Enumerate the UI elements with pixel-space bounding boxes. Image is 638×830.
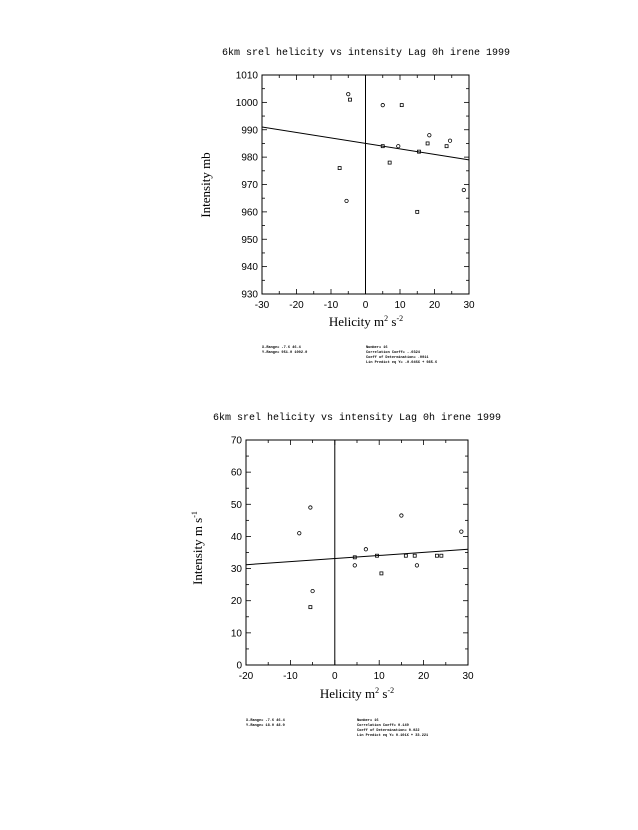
chart-1-x-tick-label: 20 [428,300,441,311]
chart-2-point [415,564,418,567]
chart-2-y-tick-label: 0 [236,660,242,672]
chart-2-xlabel-sup1: 2 [375,686,380,695]
chart-2-y-tick-label: 50 [230,499,242,511]
chart-2-y-tick-label: 10 [230,628,242,640]
chart-1-x-tick-labels [255,300,475,311]
chart-1-stats [262,345,437,365]
chart-1-point [416,210,419,213]
chart-2-title: 6km srel helicity vs intensity Lag 0h irene 1999 [212,413,502,424]
chart-2-x-tick-label: -10 [283,671,298,682]
chart-2-point [440,554,443,557]
chart-1-point [426,142,429,145]
chart-2-point [435,554,438,557]
chart-2-point [311,589,314,592]
chart-2-xlabel-mid: s [379,686,388,701]
chart-2-y-tick-label: 40 [230,531,242,543]
chart-2-stats-right-3: Coeff of Determination= 0.022 [357,729,420,733]
chart-1-stats-left-1: X-Range= -7.6 46.4 [262,346,301,350]
chart-2-y-tick-label: 60 [230,467,242,479]
chart-2-x-tick-label: 20 [418,671,430,682]
chart-2-fit-line-group [246,549,468,564]
chart-2-x-axis-label [320,686,394,701]
chart-2-point [413,554,416,557]
chart-1-title: 6km srel helicity vs intensity Lag 0h irene 1999 [221,48,511,59]
chart-1-y-tick-label: 990 [241,125,258,137]
chart-2-fit-line [246,549,468,564]
chart-1-point [400,104,403,107]
chart-1-xlabel-sup2: -2 [396,314,404,323]
chart-2-point [400,514,403,517]
chart-1-y-tick-label: 940 [241,262,258,274]
chart-1-points [338,92,465,213]
chart-2-stats-left-1: X-Range= -7.6 46.4 [246,719,285,723]
chart-1 [198,47,510,365]
chart-1-x-axis-label [329,314,403,329]
chart-2-point [404,554,407,557]
chart-1-x-tick-label: -30 [254,300,270,311]
chart-1-point [448,139,451,142]
chart-1-point [428,134,431,137]
chart-2-point [364,548,367,551]
chart-2-x-tick-label: 0 [332,671,338,682]
chart-2 [190,412,501,738]
chart-1-y-axis-label: Intensity mb [198,152,213,218]
chart-2-point [353,564,356,567]
chart-2-stats-right-2: Correlation Coeff= 0.149 [357,724,409,728]
chart-1-xlabel-sup1: 2 [384,314,389,323]
chart-2-ylabel-sup: -1 [190,511,199,518]
chart-2-y-tick-label: 20 [230,596,242,608]
chart-2-stats-right-4: Lin Predict eq Y= 0.101X + 33.221 [357,734,429,738]
chart-2-xlabel-main: Helicity m [319,686,376,701]
chart-1-point [348,98,351,101]
chart-2-stats-right-1: Number= 16 [357,719,379,723]
chart-2-y-tick-labels [231,436,243,672]
chart-1-x-tick-label: -20 [289,300,304,311]
chart-2-x-tick-label: 30 [462,671,474,682]
chart-1-stats-right-1: Number= 16 [366,346,388,350]
chart-2-point [298,532,301,535]
chart-2-ticks [246,440,468,665]
chart-1-point [347,92,350,95]
chart-1-point [388,161,391,164]
chart-2-y-tick-label: 70 [230,435,242,447]
chart-1-stats-left-2: Y-Range= 951.0 1002.0 [262,351,308,355]
chart-1-y-tick-label: 970 [241,180,258,191]
chart-2-stats-left-2: Y-Range= 18.0 48.0 [246,724,285,728]
chart-2-x-tick-labels [239,671,474,682]
chart-1-y-tick-label: 950 [241,234,258,246]
chart-2-point [380,572,383,575]
chart-1-point [397,144,400,147]
chart-1-point [338,167,341,170]
chart-2-x-tick-label: -20 [238,671,254,682]
chart-2-y-tick-label: 30 [230,564,242,576]
chart-2-point [309,506,312,509]
chart-1-xlabel-main: Helicity m [328,314,385,329]
chart-1-xlabel-mid: s [388,314,397,329]
chart-2-stats [246,718,428,738]
chart-1-y-tick-label: 960 [241,207,258,219]
chart-2-x-tick-label: 10 [373,671,385,682]
chart-1-point [462,188,465,191]
chart-1-x-tick-label: -10 [323,300,339,311]
chart-1-y-tick-label: 1000 [235,97,258,109]
chart-2-y-axis-label [190,511,205,585]
chart-2-point [309,606,312,609]
chart-1-point [381,103,384,106]
chart-1-y-tick-label: 930 [241,289,258,301]
chart-2-point [460,530,463,533]
chart-1-x-tick-label: 30 [463,300,475,311]
chart-2-xlabel-sup2: -2 [387,686,395,695]
chart-1-stats-right-4: Lin Predict eq Y= -0.046X + 985.6 [366,361,438,365]
chart-1-stats-right-3: Coeff of Determination= .0011 [366,356,429,360]
chart-1-x-tick-label: 10 [394,300,406,311]
chart-1-x-tick-label: 0 [362,300,369,311]
chart-1-y-tick-label: 980 [241,152,258,164]
chart-2-ylabel-main: Intensity m s [190,517,205,585]
chart-2-points [298,506,463,609]
chart-1-y-tick-labels [236,71,259,301]
chart-1-y-tick-label: 1010 [235,70,258,82]
chart-1-point [345,199,348,202]
chart-1-stats-right-2: Correlation Coeff= -.0324 [366,351,420,355]
chart-2-plot-frame [246,440,468,665]
chart-1-point [445,145,448,148]
